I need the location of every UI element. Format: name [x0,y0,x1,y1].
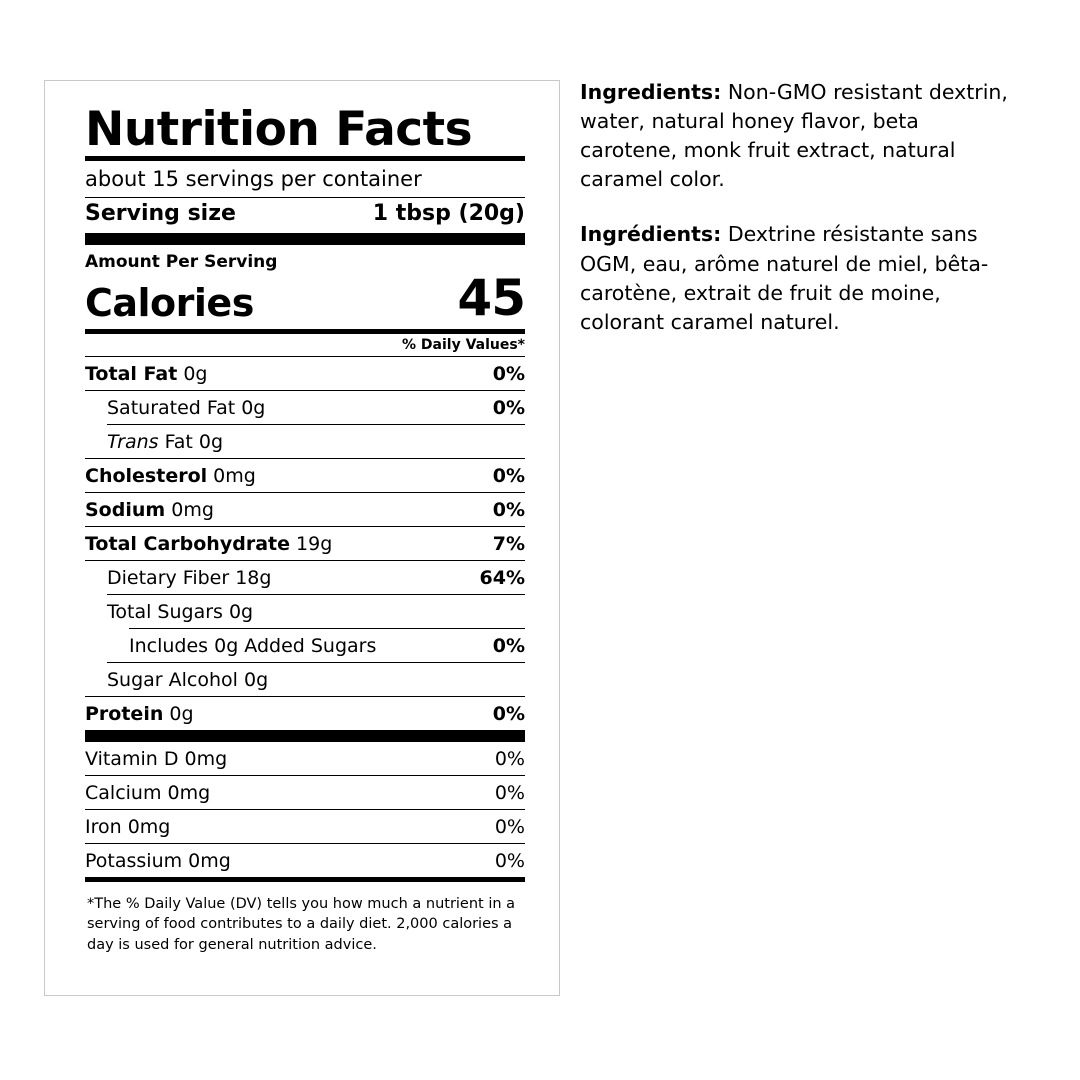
table-row [85,844,525,877]
ingredients-text-en: Non-GMO resistant dextrin, water, natural honey flavor, beta carotene, monk fruit extract, natural caramel color. [580,80,1008,192]
nutrient-name-rest: 0g [163,702,194,725]
table-row [85,459,525,492]
nutrient-name-rest: 0g [177,362,208,385]
nutrition-facts-title: Nutrition Facts [85,102,473,157]
table-row [85,527,525,560]
nutrient-percent: 0% [492,362,525,385]
nutrient-percent: 64% [479,566,525,589]
daily-value-header: % Daily Values* [402,336,525,353]
nutrient-name: Sugar Alcohol 0g [107,668,269,691]
daily-value-footnote [85,882,525,956]
servings-per-container: about 15 servings per container [85,167,422,192]
nutrient-percent: 0% [494,781,525,804]
nutrient-name: Includes 0g Added Sugars [129,634,377,657]
nutrient-name [85,533,332,555]
calories-value: 45 [457,269,525,328]
nutrient-name [85,465,256,487]
ingredients-french [580,220,1010,336]
divider-serving-size [85,233,525,245]
divider-protein [85,730,525,742]
serving-size-label: Serving size [85,201,236,227]
ingredients-column [580,78,1010,363]
nutrient-name-rest: 0mg [207,464,256,487]
serving-size-value: 1 tbsp (20g) [372,201,525,227]
nutrient-name-bold: Total Fat [85,362,178,385]
nutrient-name-bold: Total Carbohydrate [85,532,290,555]
amount-per-serving-label: Amount Per Serving [85,252,278,273]
nutrient-name: Total Sugars 0g [107,600,254,623]
table-row [85,595,525,628]
nutrient-percent: 0% [494,815,525,838]
table-row [85,810,525,843]
nutrient-name: Iron 0mg [85,815,171,838]
table-row [85,663,525,696]
table-row [85,742,525,775]
nutrient-name [107,431,223,453]
serving-size-row [85,198,525,233]
nutrient-name-bold: Sodium [85,498,166,521]
nutrient-name-bold: Protein [85,702,164,725]
footnote-text: The % Daily Value (DV) tells you how much a nutrient in a serving of food contributes to a daily diet. 2,000 calories a day is used for general nutrition advice. [87,895,516,953]
calories-row [85,269,525,329]
nutrient-name-italic: Trans [107,430,159,453]
nutrient-name: Potassium 0mg [85,849,231,872]
nutrient-percent: 7% [492,532,525,555]
nutrient-name [85,499,214,521]
nutrient-name [85,703,194,725]
calories-label: Calories [85,281,254,326]
table-row [85,561,525,594]
nutrient-percent: 0% [494,849,525,872]
ingredients-text-fr: Dextrine résistante sans OGM, eau, arôme naturel de miel, bêta-carotène, extrait de fruit de moine, colorant caramel naturel. [580,222,989,334]
table-row [85,357,525,390]
table-row [85,425,525,458]
ingredients-english [580,78,1010,194]
table-row [85,493,525,526]
nutrient-percent: 0% [492,464,525,487]
table-row [85,391,525,424]
ingredients-label-fr: Ingrédients: [580,222,722,247]
ingredients-label-en: Ingredients: [580,80,722,104]
nutrient-name-rest: Fat 0g [158,430,224,453]
nutrient-percent: 0% [492,702,525,725]
table-row [85,697,525,730]
nutrient-name-rest: 0mg [165,498,214,521]
nutrient-name: Calcium 0mg [85,781,211,804]
footnote-asterisk: * [87,895,95,912]
nutrient-name: Saturated Fat 0g [107,396,266,419]
nutrient-percent: 0% [492,396,525,419]
nutrient-name: Vitamin D 0mg [85,747,228,770]
nutrient-name: Dietary Fiber 18g [107,566,272,589]
nutrient-name [85,363,208,385]
nutrient-percent: 0% [492,498,525,521]
table-row [85,629,525,662]
nutrition-facts-panel [44,80,560,996]
nutrient-name-rest: 19g [289,532,333,555]
table-row [85,776,525,809]
nutrient-percent: 0% [492,634,525,657]
nutrient-percent: 0% [494,747,525,770]
nutrient-name-bold: Cholesterol [85,464,208,487]
